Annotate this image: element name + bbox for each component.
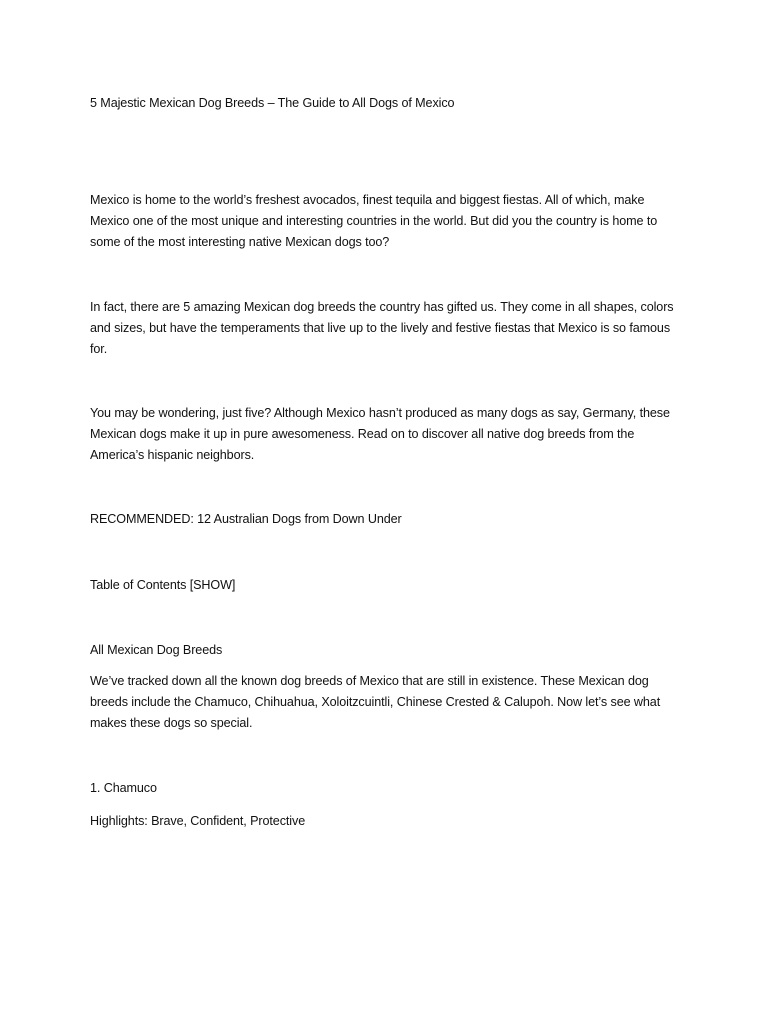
recommended-line: RECOMMENDED: 12 Australian Dogs from Down Under [90,512,402,526]
intro-paragraph-2: In fact, there are 5 amazing Mexican dog breeds the country has gifted us. They come in all shapes, colors and sizes, but have the temperaments that live up to the lively and festive fiestas that Mexico is so famous for. [90,300,674,356]
all-breeds-heading: All Mexican Dog Breeds [90,643,223,657]
document-title: 5 Majestic Mexican Dog Breeds – The Guide to All Dogs of Mexico [90,96,455,110]
intro-paragraph-3: You may be wondering, just five? Although Mexico hasn’t produced as many dogs as say, Germany, these Mexican dogs make it up in pure awesomeness. Read on to discover all native dog breeds from the America’s hispanic neighbors. [90,406,670,462]
table-of-contents-line: Table of Contents [SHOW] [90,578,236,592]
intro-paragraph-1: Mexico is home to the world’s freshest avocados, finest tequila and biggest fiestas. All of which, make Mexico one of the most unique and interesting countries in the world. But did you the country is home to some of the most interesting native Mexican dogs too? [90,193,658,249]
all-breeds-paragraph: We’ve tracked down all the known dog breeds of Mexico that are still in existence. These Mexican dog breeds include the Chamuco, Chihuahua, Xoloitzcuintli, Chinese Crested & Calupoh. Now let’s see what makes these dogs so special. [90,674,661,730]
breed-1-heading: 1. Chamuco [90,781,157,795]
breed-1-highlights: Highlights: Brave, Confident, Protective [90,814,306,828]
